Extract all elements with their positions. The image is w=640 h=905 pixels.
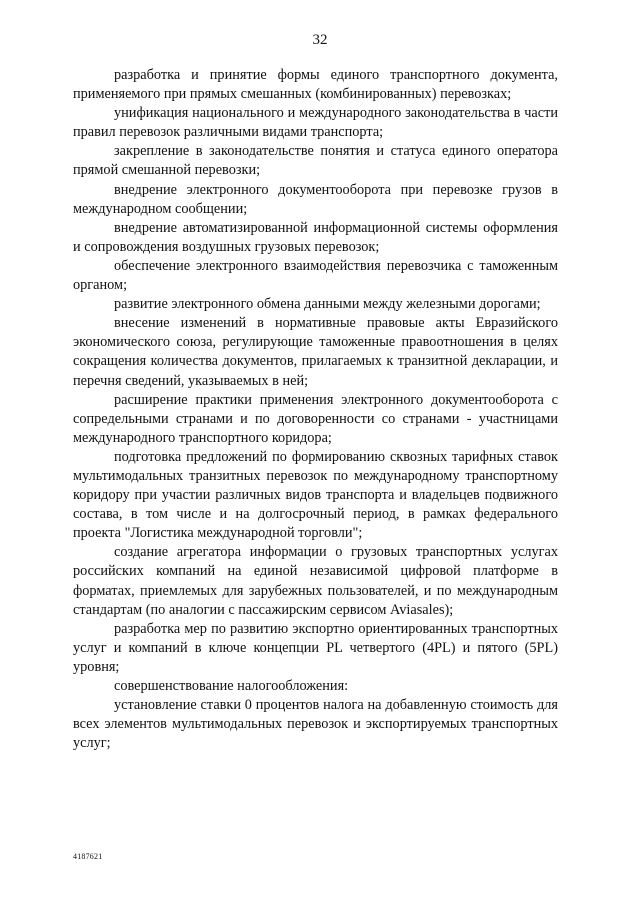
paragraph: внедрение электронного документооборота при перевозке грузов в международном сообщении;	[73, 181, 558, 217]
document-body	[73, 66, 558, 753]
paragraph: внесение изменений в нормативные правовые акты Евразийского экономического союза, регулирующие таможенные правоотношения в целях сокращения количества документов, прилагаемых к транзитной декларации, и перечня сведений, указываемых в ней;	[73, 315, 558, 389]
paragraph: расширение практики применения электронного документооборота с сопредельными странами и по договоренности со странами - участницами международного транспортного коридора;	[73, 391, 558, 446]
paragraph: разработка мер по развитию экспортно ориентированных транспортных услуг и компаний в ключе концепции PL четвертого (4PL) и пятого (5PL) уровня;	[73, 620, 558, 675]
paragraph: внедрение автоматизированной информационной системы оформления и сопровождения воздушных грузовых перевозок;	[73, 219, 558, 255]
paragraph: закрепление в законодательстве понятия и статуса единого оператора прямой смешанной перевозки;	[73, 143, 558, 179]
document-code: 4187621	[73, 852, 103, 861]
page-number: 32	[312, 32, 328, 48]
paragraph: обеспечение электронного взаимодействия перевозчика с таможенным органом;	[73, 257, 558, 294]
paragraph: создание агрегатора информации о грузовых транспортных услугах российских компаний на единой независимой цифровой платформе в форматах, приемлемых для зарубежных пользователей, и по международным стандартам (по аналогии с пассажирским сервисом Aviasales);	[73, 544, 558, 618]
paragraph: разработка и принятие формы единого транспортного документа, применяемого при прямых смешанных (комбинированных) перевозках;	[73, 67, 558, 103]
paragraph: подготовка предложений по формированию сквозных тарифных ставок мультимодальных транзитных перевозок по международному транспортному коридору при участии различных видов транспорта и владельцев подвижного состава, в том числе и на долгосрочный период, в рамках федерального проекта "Логистика международной торговли";	[73, 448, 558, 542]
paragraph: унификация национального и международного законодательства в части правил перевозок различными видами транспорта;	[73, 105, 558, 141]
paragraph: развитие электронного обмена данными между железными дорогами;	[114, 296, 541, 313]
paragraph: установление ставки 0 процентов налога на добавленную стоимость для всех элементов мультимодальных перевозок и экспортируемых транспортных услуг;	[73, 697, 558, 752]
paragraph: совершенствование налогообложения:	[114, 678, 349, 694]
